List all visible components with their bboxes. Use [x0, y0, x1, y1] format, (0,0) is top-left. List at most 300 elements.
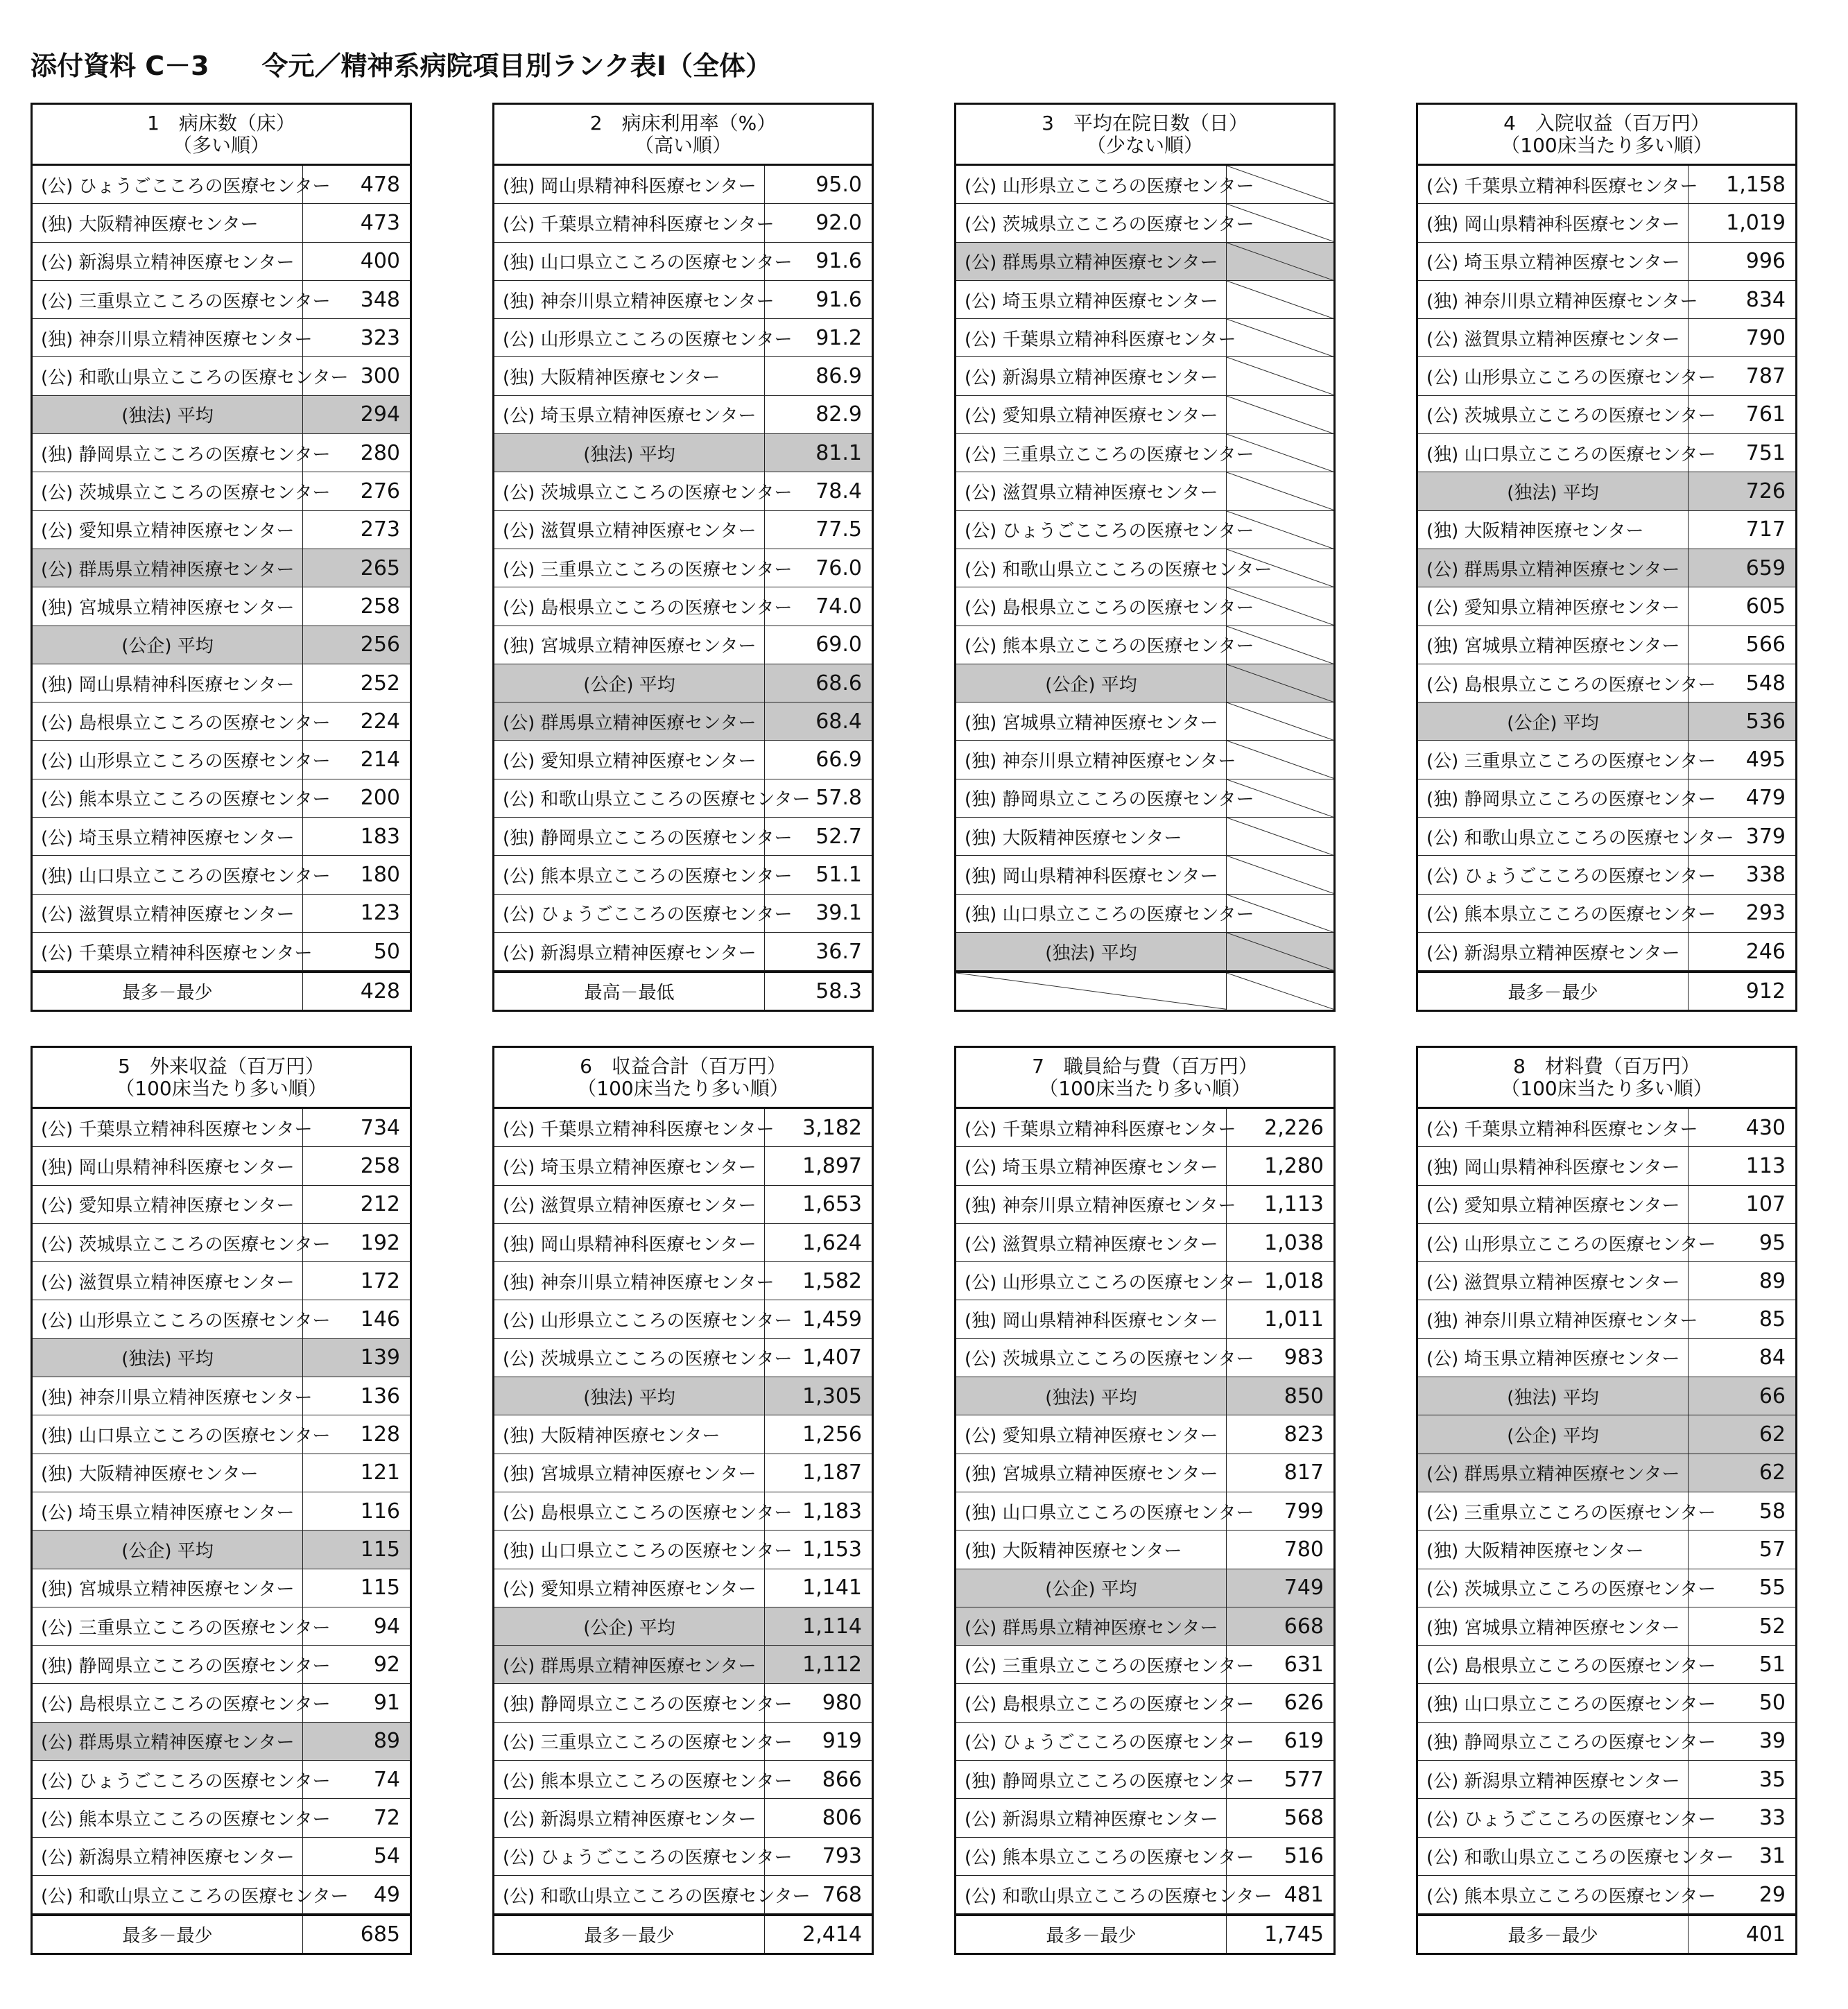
value-cell: 1,112 — [802, 1652, 862, 1677]
value-cell: 39 — [1759, 1729, 1786, 1754]
hospital-name: (独) 神奈川県立精神医療センター — [494, 281, 765, 318]
rank-table — [1416, 103, 1797, 1012]
table-row — [1418, 1186, 1795, 1224]
hospital-name: (公) 三重県立こころの医療センター — [494, 549, 765, 587]
table-row — [1418, 741, 1795, 779]
table-row — [1418, 1569, 1795, 1607]
diagonal-strike — [1227, 166, 1333, 203]
value-cell: 866 — [822, 1767, 862, 1792]
hospital-name: (独) 大阪精神医療センター — [1418, 1531, 1689, 1568]
hospital-name: (独) 大阪精神医療センター — [956, 818, 1227, 855]
table-row — [956, 856, 1333, 894]
value-cell: 91 — [373, 1691, 400, 1716]
table-row — [33, 1224, 410, 1262]
value-cell: 136 — [360, 1383, 400, 1408]
average-row — [956, 1569, 1333, 1607]
hospital-name: (独) 山口県立こころの医療センター — [33, 1415, 303, 1453]
table-row — [1418, 1300, 1795, 1338]
average-row — [33, 396, 410, 434]
value-cell: 799 — [1284, 1499, 1324, 1524]
hospital-name: (公) 新潟県立精神医療センター — [33, 1838, 303, 1875]
average-row — [33, 626, 410, 664]
value-cell: 95.0 — [815, 172, 862, 197]
table-row — [1418, 1799, 1795, 1837]
table-row — [956, 702, 1333, 741]
value-cell: 1,459 — [802, 1307, 862, 1332]
hospital-name: 最多－最少 — [1418, 973, 1689, 1009]
table-row — [494, 204, 872, 242]
hospital-name: (公) 島根県立こころの医療センター — [33, 1684, 303, 1721]
table-row — [33, 319, 410, 357]
table-footer-row — [33, 971, 410, 1009]
hospital-name: (公) 滋賀県立精神医療センター — [494, 511, 765, 549]
value-cell: 1,745 — [1264, 1922, 1324, 1947]
value-cell: 107 — [1745, 1192, 1786, 1217]
diagonal-strike — [1227, 549, 1333, 587]
value-cell: 536 — [1745, 709, 1786, 734]
hospital-name: (公) 山形県立こころの医療センター — [956, 1262, 1227, 1300]
table-row — [1418, 511, 1795, 549]
value-cell: 768 — [822, 1882, 862, 1907]
hospital-name: (公) 三重県立こころの医療センター — [1418, 1492, 1689, 1530]
hospital-name: (独) 宮城県立精神医療センター — [1418, 1607, 1689, 1645]
hospital-name: (独) 静岡県立こころの医療センター — [494, 1684, 765, 1721]
hospital-name: (独) 宮城県立精神医療センター — [494, 626, 765, 664]
value-cell: 2,226 — [1264, 1115, 1324, 1140]
hospital-name: (独) 静岡県立こころの医療センター — [33, 1646, 303, 1683]
hospital-name: (独) 山口県立こころの医療センター — [956, 895, 1227, 932]
hospital-name: (公企) 平均 — [494, 664, 765, 702]
table-header — [494, 105, 872, 166]
table-row — [1418, 549, 1795, 587]
hospital-name: (公) 山形県立こころの医療センター — [956, 166, 1227, 203]
table-row — [494, 357, 872, 395]
table-row — [33, 1799, 410, 1837]
hospital-name: (独) 宮城県立精神医療センター — [33, 587, 303, 625]
hospital-name: (独) 大阪精神医療センター — [1418, 511, 1689, 549]
value-cell: 57.8 — [815, 786, 862, 811]
value-cell: 76.0 — [815, 555, 862, 580]
hospital-name: (独法) 平均 — [494, 434, 765, 472]
hospital-name: (公) 熊本県立こころの医療センター — [1418, 895, 1689, 932]
value-cell: 749 — [1284, 1576, 1324, 1601]
hospital-name: (公) 新潟県立精神医療センター — [956, 1799, 1227, 1836]
document-title: 添付資料 C－3 令元／精神系病院項目別ランク表Ⅰ（全体） — [31, 51, 772, 81]
hospital-name: (公) 和歌山県立こころの医療センター — [956, 549, 1227, 587]
hospital-name: (独) 静岡県立こころの医療センター — [956, 1761, 1227, 1798]
value-cell: 36.7 — [815, 939, 862, 964]
hospital-name: (独法) 平均 — [956, 933, 1227, 970]
table-row — [956, 1109, 1333, 1147]
value-cell: 146 — [360, 1307, 400, 1332]
value-cell: 183 — [360, 824, 400, 849]
table-row — [1418, 1147, 1795, 1185]
value-cell — [1227, 587, 1333, 625]
table-footer-row — [956, 1914, 1333, 1952]
hospital-name: (独) 宮城県立精神医療センター — [956, 702, 1227, 740]
diagonal-strike — [1227, 626, 1333, 664]
value-cell: 619 — [1284, 1729, 1324, 1754]
table-row — [33, 1415, 410, 1454]
table-row — [956, 1339, 1333, 1377]
table-row — [33, 664, 410, 702]
table-row — [1418, 396, 1795, 434]
table-row — [33, 1761, 410, 1799]
table-title: 2 病床利用率（%） — [589, 111, 777, 135]
table-row — [33, 779, 410, 818]
hospital-name: (公) 埼玉県立精神医療センター — [494, 1147, 765, 1184]
hospital-name: (公) 島根県立こころの医療センター — [956, 587, 1227, 625]
table-row — [494, 626, 872, 664]
table-row — [956, 1224, 1333, 1262]
table-title: 6 収益合計（百万円） — [580, 1054, 786, 1078]
value-cell: 66 — [1759, 1383, 1786, 1408]
table-row — [494, 472, 872, 510]
value-cell — [1227, 973, 1333, 1009]
hospital-name: (公) 千葉県立精神科医療センター — [33, 1109, 303, 1146]
value-cell: 224 — [360, 709, 400, 734]
table-row — [33, 1147, 410, 1185]
value-cell: 1,280 — [1264, 1153, 1324, 1178]
table-row — [494, 319, 872, 357]
value-cell: 912 — [1745, 978, 1786, 1003]
table-row — [494, 741, 872, 779]
hospital-name: (公企) 平均 — [33, 1531, 303, 1568]
average-row — [33, 1531, 410, 1569]
value-cell — [1227, 511, 1333, 549]
table-row — [494, 702, 872, 741]
value-cell: 1,624 — [802, 1230, 862, 1255]
hospital-name: (独) 神奈川県立精神医療センター — [956, 1186, 1227, 1223]
value-cell: 787 — [1745, 364, 1786, 389]
hospital-name: (独) 岡山県精神科医療センター — [1418, 204, 1689, 241]
value-cell — [1227, 895, 1333, 932]
hospital-name: (公) 千葉県立精神科医療センター — [956, 1109, 1227, 1146]
value-cell: 139 — [360, 1345, 400, 1370]
value-cell: 51 — [1759, 1652, 1786, 1677]
value-cell: 252 — [360, 671, 400, 696]
value-cell: 89 — [1759, 1268, 1786, 1293]
table-sort-order: （多い順） — [172, 133, 270, 157]
hospital-name: (公) 島根県立こころの医療センター — [956, 1684, 1227, 1721]
value-cell: 258 — [360, 594, 400, 619]
diagonal-strike — [1227, 818, 1333, 855]
diagonal-strike — [1227, 933, 1333, 970]
table-row — [33, 933, 410, 971]
table-sort-order: （100床当たり多い順） — [1501, 133, 1713, 157]
table-row — [33, 1876, 410, 1914]
hospital-name: (公) 三重県立こころの医療センター — [1418, 741, 1689, 778]
value-cell: 516 — [1284, 1844, 1324, 1869]
table-row — [494, 1723, 872, 1761]
hospital-name: (公) 千葉県立精神科医療センター — [494, 1109, 765, 1146]
hospital-name: (公) 新潟県立精神医療センター — [1418, 1761, 1689, 1798]
table-row — [956, 166, 1333, 204]
hospital-name: (公) ひょうごこころの医療センター — [494, 895, 765, 932]
value-cell: 481 — [1284, 1882, 1324, 1907]
hospital-name — [956, 973, 1227, 1009]
hospital-name: (独) 大阪精神医療センター — [33, 1454, 303, 1492]
hospital-name: (独) 岡山県精神科医療センター — [956, 1300, 1227, 1338]
table-row — [33, 818, 410, 856]
hospital-name: (独) 大阪精神医療センター — [494, 1415, 765, 1453]
value-cell — [1227, 664, 1333, 702]
hospital-name: (独法) 平均 — [494, 1377, 765, 1415]
average-row — [1418, 472, 1795, 510]
table-row — [494, 1339, 872, 1377]
table-row — [956, 472, 1333, 510]
hospital-name: (公) 島根県立こころの医療センター — [33, 702, 303, 740]
value-cell: 1,158 — [1726, 172, 1786, 197]
hospital-name: (公) 千葉県立精神科医療センター — [1418, 1109, 1689, 1146]
hospital-name: (公) 山形県立こころの医療センター — [1418, 1224, 1689, 1261]
table-header — [1418, 105, 1795, 166]
value-cell: 1,407 — [802, 1345, 862, 1370]
table-row — [1418, 319, 1795, 357]
table-footer-row — [1418, 971, 1795, 1009]
value-cell: 33 — [1759, 1805, 1786, 1830]
table-row — [956, 741, 1333, 779]
average-row — [494, 664, 872, 702]
value-cell: 95 — [1759, 1230, 1786, 1255]
hospital-name: (公) 新潟県立精神医療センター — [1418, 933, 1689, 970]
value-cell: 113 — [1745, 1153, 1786, 1178]
table-row — [956, 1492, 1333, 1531]
hospital-name: (公) 三重県立こころの医療センター — [494, 1723, 765, 1760]
value-cell — [1227, 856, 1333, 893]
hospital-name: (公) 群馬県立精神医療センター — [494, 1646, 765, 1683]
hospital-name: (公) 滋賀県立精神医療センター — [33, 895, 303, 932]
hospital-name: (独) 岡山県精神科医療センター — [33, 664, 303, 702]
value-cell: 400 — [360, 249, 400, 274]
table-row — [956, 1531, 1333, 1569]
table-row — [956, 243, 1333, 281]
value-cell: 82.9 — [815, 402, 862, 427]
hospital-name: (公) 熊本県立こころの医療センター — [956, 626, 1227, 664]
table-row — [1418, 895, 1795, 933]
hospital-name: (公) 埼玉県立精神医療センター — [33, 818, 303, 855]
hospital-name: (公企) 平均 — [956, 1569, 1227, 1607]
hospital-name: (公) ひょうごこころの医療センター — [956, 1723, 1227, 1760]
value-cell: 348 — [360, 287, 400, 312]
value-cell: 84 — [1759, 1345, 1786, 1370]
table-row — [33, 1300, 410, 1338]
table-footer-row — [494, 971, 872, 1009]
hospital-name: (公) 茨城県立こころの医療センター — [1418, 396, 1689, 433]
value-cell — [1227, 243, 1333, 280]
table-row — [494, 243, 872, 281]
hospital-name: (公) 茨城県立こころの医療センター — [1418, 1569, 1689, 1607]
table-row — [494, 1646, 872, 1684]
value-cell: 91.6 — [815, 287, 862, 312]
hospital-name: (公) 愛知県立精神医療センター — [956, 396, 1227, 433]
value-cell: 116 — [360, 1499, 400, 1524]
hospital-name: (独) 静岡県立こころの医療センター — [33, 434, 303, 472]
value-cell: 192 — [360, 1230, 400, 1255]
hospital-name: (公) 埼玉県立精神医療センター — [1418, 1339, 1689, 1377]
value-cell: 1,305 — [802, 1383, 862, 1408]
value-cell: 1,153 — [802, 1537, 862, 1562]
hospital-name: (独) 静岡県立こころの医療センター — [1418, 779, 1689, 817]
hospital-name: (公) 熊本県立こころの医療センター — [956, 1838, 1227, 1875]
value-cell: 91.6 — [815, 249, 862, 274]
hospital-name: (公) 新潟県立精神医療センター — [494, 1799, 765, 1836]
hospital-name: (独法) 平均 — [956, 1377, 1227, 1415]
table-row — [33, 1454, 410, 1492]
value-cell: 276 — [360, 479, 400, 504]
hospital-name: (公) 群馬県立精神医療センター — [33, 1723, 303, 1760]
hospital-name: (独) 神奈川県立精神医療センター — [33, 1377, 303, 1415]
average-row — [956, 664, 1333, 702]
table-sort-order: （少ない順） — [1086, 133, 1203, 157]
value-cell: 834 — [1745, 287, 1786, 312]
value-cell: 69.0 — [815, 632, 862, 657]
hospital-name: (公) 和歌山県立こころの医療センター — [956, 1876, 1227, 1913]
hospital-name: (独) 岡山県精神科医療センター — [494, 1224, 765, 1261]
hospital-name: 最多－最少 — [494, 1916, 765, 1952]
hospital-name: (公) 愛知県立精神医療センター — [956, 1415, 1227, 1453]
hospital-name: (公) 愛知県立精神医療センター — [494, 741, 765, 778]
value-cell — [1227, 166, 1333, 203]
value-cell: 761 — [1745, 402, 1786, 427]
table-row — [494, 1415, 872, 1454]
value-cell: 1,113 — [1264, 1192, 1324, 1217]
table-row — [494, 511, 872, 549]
hospital-name: (公) 和歌山県立こころの医療センター — [494, 779, 765, 817]
value-cell: 172 — [360, 1268, 400, 1293]
value-cell — [1227, 702, 1333, 740]
table-row — [1418, 204, 1795, 242]
table-row — [956, 1761, 1333, 1799]
value-cell: 790 — [1745, 325, 1786, 350]
value-cell: 1,114 — [802, 1614, 862, 1639]
hospital-name: (公企) 平均 — [1418, 702, 1689, 740]
table-row — [494, 1262, 872, 1300]
hospital-name: (独) 山口県立こころの医療センター — [33, 856, 303, 893]
value-cell: 212 — [360, 1192, 400, 1217]
table-row — [956, 549, 1333, 587]
value-cell: 86.9 — [815, 364, 862, 389]
value-cell: 473 — [360, 210, 400, 235]
hospital-name: (公) 千葉県立精神科医療センター — [956, 319, 1227, 356]
value-cell: 338 — [1745, 862, 1786, 887]
value-cell: 54 — [373, 1844, 400, 1869]
average-row — [33, 1339, 410, 1377]
rank-table — [954, 103, 1336, 1012]
hospital-name: (公) 滋賀県立精神医療センター — [494, 1186, 765, 1223]
value-cell: 55 — [1759, 1576, 1786, 1601]
hospital-name: (独) 神奈川県立精神医療センター — [494, 1262, 765, 1300]
table-sort-order: （100床当たり多い順） — [1039, 1076, 1251, 1100]
table-title: 1 病床数（床） — [147, 111, 295, 135]
table-footer-row — [1418, 1914, 1795, 1952]
table-row — [956, 1186, 1333, 1224]
value-cell: 89 — [373, 1729, 400, 1754]
value-cell: 793 — [822, 1844, 862, 1869]
value-cell: 57 — [1759, 1537, 1786, 1562]
table-header — [1418, 1048, 1795, 1109]
value-cell: 1,038 — [1264, 1230, 1324, 1255]
value-cell: 548 — [1745, 671, 1786, 696]
diagonal-strike — [956, 973, 1226, 1009]
value-cell: 1,187 — [802, 1460, 862, 1485]
hospital-name: 最多－最少 — [1418, 1916, 1689, 1952]
hospital-name: (公) 千葉県立精神科医療センター — [1418, 166, 1689, 203]
table-row — [33, 1723, 410, 1761]
value-cell: 605 — [1745, 594, 1786, 619]
value-cell — [1227, 818, 1333, 855]
table-row — [33, 741, 410, 779]
table-header — [956, 105, 1333, 166]
value-cell: 35 — [1759, 1767, 1786, 1792]
hospital-name: (公) 三重県立こころの医療センター — [956, 1646, 1227, 1683]
hospital-name: (公) 山形県立こころの医療センター — [494, 319, 765, 356]
hospital-name: (公) 山形県立こころの医療センター — [33, 741, 303, 778]
table-row — [1418, 664, 1795, 702]
value-cell: 1,019 — [1726, 210, 1786, 235]
table-row — [956, 1646, 1333, 1684]
diagonal-strike — [1227, 587, 1333, 625]
value-cell: 983 — [1284, 1345, 1324, 1370]
table-row — [33, 549, 410, 587]
table-row — [956, 1454, 1333, 1492]
hospital-name: (公) 愛知県立精神医療センター — [1418, 587, 1689, 625]
hospital-name: (公) 茨城県立こころの医療センター — [956, 1339, 1227, 1377]
value-cell: 577 — [1284, 1767, 1324, 1792]
hospital-name: (公) 茨城県立こころの医療センター — [956, 204, 1227, 241]
table-row — [1418, 357, 1795, 395]
table-row — [1418, 626, 1795, 664]
table-sort-order: （高い順） — [634, 133, 732, 157]
hospital-name: (独) 静岡県立こころの医療センター — [956, 779, 1227, 817]
value-cell: 1,256 — [802, 1422, 862, 1447]
value-cell: 200 — [360, 786, 400, 811]
table-row — [494, 1761, 872, 1799]
hospital-name: (公企) 平均 — [494, 1607, 765, 1645]
hospital-name: (公) 山形県立こころの医療センター — [1418, 357, 1689, 395]
value-cell — [1227, 549, 1333, 587]
table-row — [956, 818, 1333, 856]
table-row — [33, 702, 410, 741]
hospital-name: (公) 新潟県立精神医療センター — [956, 357, 1227, 395]
rank-table — [492, 1046, 874, 1955]
value-cell: 50 — [373, 939, 400, 964]
table-row — [33, 1492, 410, 1531]
value-cell: 51.1 — [815, 862, 862, 887]
table-row — [956, 587, 1333, 626]
table-row — [1418, 1109, 1795, 1147]
diagonal-strike — [1227, 741, 1333, 778]
value-cell: 280 — [360, 440, 400, 465]
table-row — [33, 434, 410, 472]
hospital-name: (公) ひょうごこころの医療センター — [956, 511, 1227, 549]
hospital-name: (独) 山口県立こころの医療センター — [1418, 434, 1689, 472]
value-cell: 58.3 — [815, 978, 862, 1003]
table-row — [494, 1147, 872, 1185]
table-row — [956, 434, 1333, 472]
value-cell: 323 — [360, 325, 400, 350]
table-sort-order: （100床当たり多い順） — [1501, 1076, 1713, 1100]
table-row — [1418, 1761, 1795, 1799]
value-cell: 479 — [1745, 786, 1786, 811]
value-cell: 180 — [360, 862, 400, 887]
value-cell: 294 — [360, 402, 400, 427]
hospital-name: (公) 熊本県立こころの医療センター — [33, 1799, 303, 1836]
average-row — [1418, 1415, 1795, 1454]
table-header — [956, 1048, 1333, 1109]
value-cell: 91.2 — [815, 325, 862, 350]
value-cell: 49 — [373, 1882, 400, 1907]
